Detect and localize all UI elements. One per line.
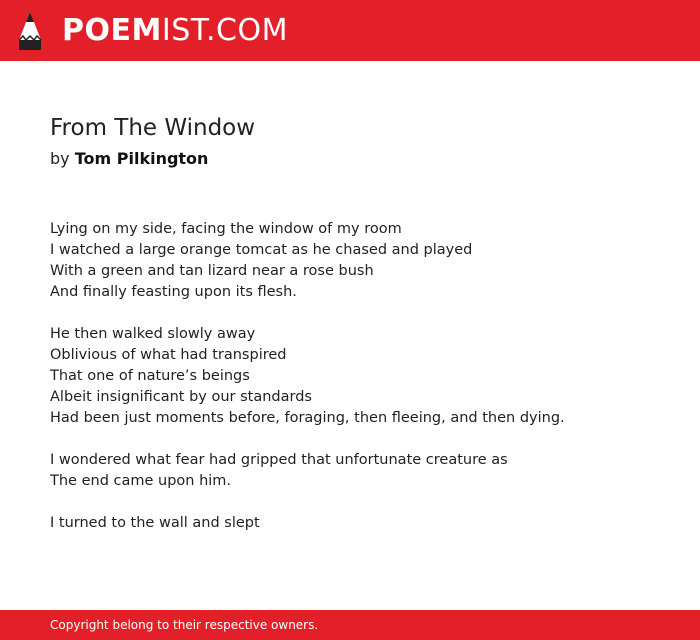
logo-light-text: IST.COM bbox=[161, 13, 288, 48]
poem-line: And finally feasting upon its flesh. bbox=[50, 284, 297, 300]
poem-line: He then walked slowly away bbox=[50, 326, 256, 342]
poem-line: Oblivious of what had transpired bbox=[50, 347, 287, 363]
poem-stanza bbox=[50, 219, 670, 303]
poem-line: Albeit insignificant by our standards bbox=[50, 389, 312, 405]
poem-author: Tom Pilkington bbox=[74, 149, 209, 168]
poem-line: Had been just moments before, foraging, then fleeing, and then dying. bbox=[50, 410, 565, 426]
site-header bbox=[0, 0, 700, 61]
site-footer bbox=[0, 610, 700, 640]
poem-line: I wondered what fear had gripped that unfortunate creature as bbox=[50, 452, 508, 468]
poem-stanza bbox=[50, 513, 670, 534]
poem-line: I watched a large orange tomcat as he chased and played bbox=[50, 242, 473, 258]
poem-body bbox=[50, 219, 670, 555]
poem-line: That one of nature’s beings bbox=[50, 368, 250, 384]
pencil-icon bbox=[17, 10, 43, 52]
copyright-text: Copyright belong to their respective owners. bbox=[50, 618, 319, 632]
poem-line: I turned to the wall and slept bbox=[50, 515, 260, 531]
poem-line: With a green and tan lizard near a rose bush bbox=[50, 263, 374, 279]
poem-line: The end came upon him. bbox=[50, 473, 232, 489]
poem-stanza bbox=[50, 324, 670, 429]
poem-stanza bbox=[50, 450, 670, 492]
poem-title: From The Window bbox=[50, 115, 256, 141]
by-label: by bbox=[50, 149, 70, 168]
site-logo[interactable] bbox=[62, 10, 288, 52]
poem-byline bbox=[50, 149, 208, 168]
logo-bold-text: POEM bbox=[62, 13, 162, 48]
poem-line: Lying on my side, facing the window of my room bbox=[50, 221, 402, 237]
